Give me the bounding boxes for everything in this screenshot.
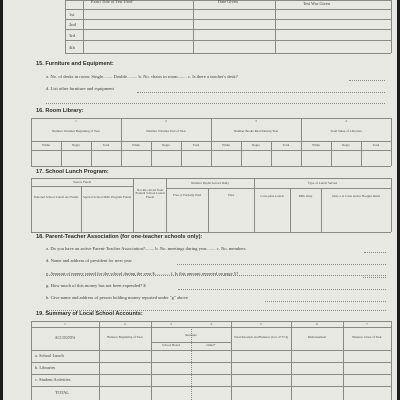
accounts-total-receipts: Total Receipts and Balance (Col. 2+3+4) bbox=[233, 335, 289, 340]
section-lunch-title: 17. School Lunch Program: bbox=[36, 169, 109, 175]
accounts-balance-close: Balance Close of Year bbox=[352, 335, 382, 340]
library-col-number: 1 bbox=[75, 118, 77, 123]
sub-header-negro: Negro bbox=[161, 142, 171, 147]
accounts-row-label: b. Libraries bbox=[35, 365, 56, 370]
lunch-col-not-received: Not Re-ceived from Federal School Lunch Funds bbox=[135, 187, 165, 199]
section-accounts-title: 19. Summary of Local School Accounts: bbox=[36, 311, 143, 317]
lunch-source-funds: Source Funds bbox=[72, 179, 92, 184]
sub-header-total: Total bbox=[282, 142, 290, 147]
lunch-milk-only: Milk Only bbox=[298, 194, 313, 199]
accounts-row-label: a. School Lunch bbox=[35, 353, 64, 358]
sub-header-total: Total bbox=[102, 142, 110, 147]
library-col-title: Number Books Read During Year bbox=[233, 128, 279, 133]
test-row-label: 2nd bbox=[69, 22, 76, 27]
accounts-col-number: 2 bbox=[124, 321, 126, 326]
library-col-title: Total Value of Libraries bbox=[330, 128, 362, 133]
pta-line-g: g. How much of this money has not been expended? $ bbox=[46, 283, 146, 288]
accounts-school-board: School Board bbox=[161, 343, 181, 348]
accounts-balance-beginning: Balance Beginning of Year bbox=[107, 335, 143, 340]
furniture-line-a: a. No. of desks in room: Single........ Double......... b. No. chairs in room........ c. Is there a teacher's desk? bbox=[46, 74, 238, 79]
accounts-col-number: 6 bbox=[316, 321, 318, 326]
section-library-title: 16. Room Library: bbox=[36, 108, 84, 114]
lunch-paid: Paid bbox=[228, 193, 234, 198]
test-title-header: Exact Title of Test Used bbox=[91, 0, 133, 4]
accounts-row-label: c. Student Activities bbox=[35, 377, 71, 382]
sub-header-white: White bbox=[41, 142, 51, 147]
sub-header-white: White bbox=[221, 142, 231, 147]
lunch-col-special: Special School Milk Program Funds bbox=[83, 195, 131, 200]
section-pta-title: 18. Parent-Teacher Association (for one-teacher schools only): bbox=[36, 234, 203, 240]
date-given-header: Date Given bbox=[218, 0, 238, 4]
library-col-title: Number Volumes End of Year bbox=[146, 128, 186, 133]
lunch-type-served: Type of Lunch Served bbox=[307, 180, 338, 185]
accounts-col-number: 1 bbox=[64, 321, 66, 326]
accounts-receipts: Receipts bbox=[185, 332, 197, 337]
accounts-row-total: TOTAL bbox=[55, 390, 69, 395]
library-col-title: Number Volumes Beginning of Year bbox=[52, 128, 100, 133]
sub-header-negro: Negro bbox=[71, 142, 81, 147]
pta-line-a: a. Do you have an active Parent-Teacher Association?........ b. No. meetings during year........ c. No. members bbox=[46, 246, 246, 251]
lunch-complete: Com-plete Lunch bbox=[260, 194, 284, 199]
accounts-other: Other* bbox=[206, 343, 216, 348]
lunch-free-partially: Free or Partially Paid bbox=[172, 193, 202, 198]
pta-line-d: d. Name and address of president for next year bbox=[46, 258, 132, 263]
lunch-pupils-served: Number Pupils Served Daily bbox=[190, 180, 229, 185]
library-col-number: 2 bbox=[165, 118, 167, 123]
accounts-col-number: 4 bbox=[210, 321, 212, 326]
sub-header-negro: Negro bbox=[341, 142, 351, 147]
accounts-disbursements: Disbursement bbox=[307, 335, 327, 340]
test-row-label: 1st bbox=[69, 12, 75, 17]
section-furniture-title: 15. Furniture and Equipment: bbox=[36, 61, 114, 67]
accounts-label: ACCOUNTS bbox=[54, 336, 76, 341]
sub-header-total: Total bbox=[372, 142, 380, 147]
test-given-header: Test Was Given bbox=[303, 1, 330, 6]
pta-line-e: e. Amount of money raised for the school during the year $............. f. Is this amount reported on page 5? bbox=[46, 271, 239, 276]
test-row-label: 3rd bbox=[69, 33, 76, 38]
library-col-number: 3 bbox=[255, 118, 257, 123]
library-col-number: 4 bbox=[345, 118, 347, 123]
accounts-col-number: 5 bbox=[260, 321, 262, 326]
form-page bbox=[3, 0, 397, 400]
test-row-label: 4th bbox=[69, 45, 75, 50]
sub-header-negro: Negro bbox=[251, 142, 261, 147]
furniture-line-d: d. List other furniture and equipment bbox=[46, 86, 114, 91]
pta-line-h: h. Give name and address of person holding money reported under "g" above bbox=[46, 295, 188, 300]
accounts-col-number: 7 bbox=[366, 321, 368, 326]
sub-header-white: White bbox=[311, 142, 321, 147]
sub-header-white: White bbox=[131, 142, 141, 147]
lunch-a-la-carte: Only a la Carte and/or Bought Items bbox=[332, 194, 380, 199]
lunch-col-national: National School Lunch Act Funds bbox=[33, 195, 79, 200]
accounts-col-number: 3 bbox=[170, 321, 172, 326]
sub-header-total: Total bbox=[192, 142, 200, 147]
